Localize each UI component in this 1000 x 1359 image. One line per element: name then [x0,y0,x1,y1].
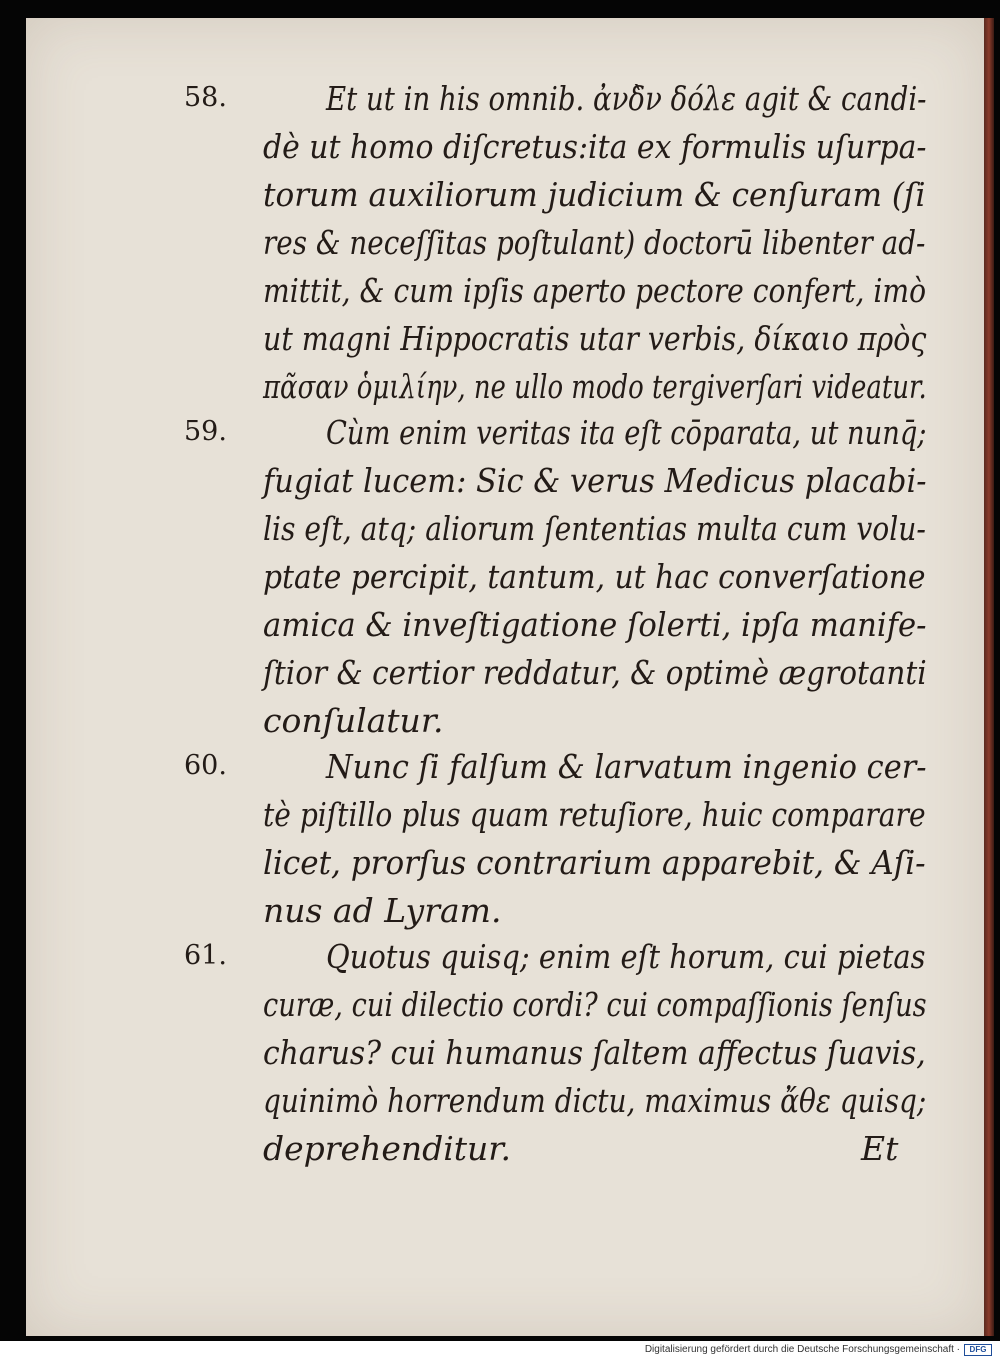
text-line: dè ut homo diſcretus:ita ex formulis uſurpa- [263,127,927,166]
text-line: ptate percipit, tantum, ut hac converſatione [263,557,926,596]
text-line: fugiat lucem: Sic & verus Medicus placabi- [263,461,927,500]
text-line: πᾶσαν ὁμιλίην, ne ullo modo tergiverſari videatur. [263,367,927,406]
footer-bar [0,1341,1000,1359]
catchword: Et [861,1129,899,1168]
book-page [26,18,984,1336]
text-line: nus ad Lyram. [263,891,502,930]
text-line: mittit, & cum ipſis aperto pectore confert, imò [263,271,927,310]
text-line: charus? cui humanus ſaltem affectus ſuavis, [263,1033,926,1072]
text-line: curæ, cui dilectio cordi? cui compaſſionis ſenſus [263,985,927,1024]
text-line: Cùm enim veritas ita eſt cōparata, ut nunq̄; [326,413,927,452]
text-line: Nunc ſi falſum & larvatum ingenio cer- [326,747,927,786]
dfg-logo-icon: DFG [964,1344,992,1356]
text-line: licet, prorſus contrarium apparebit, & Aſi- [263,843,926,882]
text-line: Et ut in his omnib. ἀνδ̀ν δόλε agit & candi- [326,79,927,118]
text-line: ut magni Hippocratis utar verbis, δίκαιο πρὸς [263,319,927,358]
text-line: deprehenditur. [263,1129,511,1168]
text-line: tè piſtillo plus quam retuſiore, huic comparare [263,795,926,834]
text-line: amica & inveſtigatione ſolerti, ipſa manife- [263,605,927,644]
text-line: lis eſt, atq; aliorum ſententias multa cum volu- [263,509,926,548]
text-line: quinimò horrendum dictu, maximus ἄθε quisq; [263,1081,927,1120]
text-line: conſulatur. [263,701,444,740]
text-line: Quotus quisq; enim eſt horum, cui pietas [326,937,926,976]
text-line: torum auxiliorum judicium & cenſuram (ſi [263,175,926,214]
text-line: res & neceſſitas poſtulant) doctorū libenter ad- [263,223,926,262]
text-line: ſtior & certior reddatur, & optimè ægrotanti [263,653,927,692]
book-page-edge [984,18,994,1336]
paragraph-number: 61. [184,940,227,971]
footer-credit: Digitalisierung gefördert durch die Deutsche Forschungsgemeinschaft · [644,1344,960,1355]
paragraph-number: 59. [184,416,227,447]
paragraph-number: 60. [184,750,227,781]
paragraph-number: 58. [184,82,227,113]
